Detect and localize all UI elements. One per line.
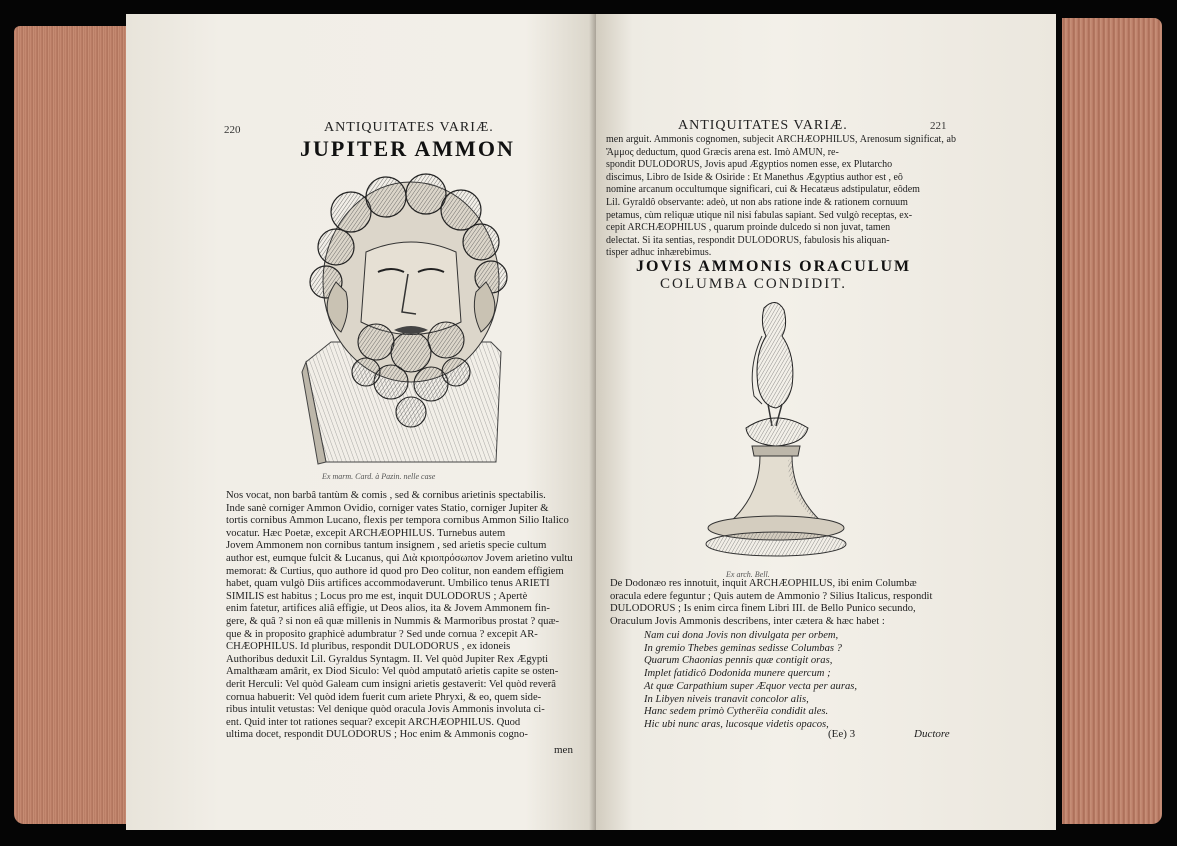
running-head-right: ANTIQUITATES VARIÆ. — [678, 118, 848, 133]
text-line: ultima docet, respondit DULODORUS ; Hoc enim & Ammonis cogno- — [226, 729, 528, 741]
text-line: oracula edere feguntur ; Quis autem de Ammonio ? Silius Italicus, respondit — [610, 590, 933, 602]
text-line: enim fatetur, artifices aliâ effigie, ut Deos alios, ita & Jovem Ammonem fin- — [226, 603, 550, 615]
right-top-text — [606, 134, 956, 260]
text-line: habet, quam vulgò Diis artifices accommodaverunt. Umbilico tenus ARIETI — [226, 578, 550, 590]
open-book — [14, 14, 1162, 838]
text-line: cepit ARCHÆOPHILUS , quarum proinde dulcedo si non juvat, tamen — [606, 222, 891, 234]
text-line: delectat. Si ita sentias, respondit DULODORUS, fabulosis his aliquan- — [606, 234, 890, 246]
text-line: gere, & quâ ? si non eâ quæ millenis in Nummis & Marmoribus prostat ? quæ- — [226, 615, 560, 627]
text-line: discimus, Libro de Iside & Osiride : Et Manethus Ægyptius author est , eô — [606, 171, 903, 183]
text-line: nomine arcanum occultumque significari, cui & Hecatæus adstipulatur, eôdem — [606, 184, 920, 196]
plate-title-right: JOVIS AMMONIS ORACULUM — [636, 258, 912, 275]
text-line: derit Herculi: Vel quòd Galeam cum insigni arietis gestaverit: Vel quòd reverâ — [226, 678, 556, 690]
verse-line: Quarum Chaonias pennis quæ contigit oras, — [644, 655, 833, 667]
jupiter-ammon-engraving — [296, 172, 526, 472]
page-number-left: 220 — [224, 124, 241, 136]
left-body-text — [226, 490, 586, 742]
text-line: ribus intulit vetustas: Vel denique quòd oracula Jovis Ammonis involuta ci- — [226, 704, 545, 716]
signature-mark: (Ee) 3 — [828, 728, 856, 740]
text-line: Authoribus deduxit Lil. Gyraldus Syntagm. II. Vel quòd Jupiter Rex Ægypti — [226, 653, 549, 665]
right-page-edges — [1062, 18, 1162, 824]
verse-line: In gremio Thebes geminas sedisse Columbas ? — [644, 642, 842, 654]
plate-subtitle-right: COLUMBA CONDIDIT. — [660, 276, 848, 292]
verse-line: In Libyen niveis tranavit concolor alis, — [644, 693, 809, 705]
text-line: petamus, cùm reliquæ utique nil nisi fabulas sapiant. Sed vulgò receptas, ex- — [606, 209, 913, 221]
left-page-edges — [14, 26, 134, 824]
text-line: Amalthæam amârit, ex Diod Siculo: Vel quòd amputatô arietis capite se osten- — [226, 666, 559, 678]
text-line: SIMILIS est habitus ; Locus pro me est, inquit DULODORUS ; Apertè — [226, 590, 528, 602]
engraving-caption-right: Ex arch. Bell. — [726, 570, 770, 579]
text-line: Oraculum Jovis Ammonis describens, inter cætera & hæc habet : — [610, 615, 885, 627]
text-line: vocatur. Hæc Poetæ, excepit ARCHÆOPHILUS. Turnebus autem — [226, 527, 506, 539]
text-line: que & in proposito graphicè adumbratur ? Sed unde cornua ? excepit AR- — [226, 628, 538, 640]
verse-line: Implet fatidicô Dodonida munere quercum ; — [644, 668, 831, 680]
verse-line: Nam cui dona Jovis non divulgata per orbem, — [644, 630, 839, 641]
left-page — [126, 14, 596, 830]
text-line: cornua habuerit: Vel quòd idem fuerit cum ariete Phryxi, & eo, quem side- — [226, 691, 542, 703]
text-line: men arguit. Ammonis cognomen, subjecit ARCHÆOPHILUS, Arenosum significat, ab Ἄμμος deductum, quod Græcis arena est. Imò AMUN, re- — [606, 134, 956, 158]
text-line: tisper adhuc inhærebimus. — [606, 247, 712, 259]
text-line: Inde sanè corniger Ammon Ovidio, corniger vates Statio, corniger Jupiter & — [226, 502, 549, 514]
text-line: tortis cornibus Ammon Lucano, flexis per tempora cornibus Ammon Silio Italico — [226, 515, 569, 527]
text-line: Nos vocat, non barbâ tantùm & comis , sed & cornibus arietinis spectabilis. — [226, 490, 546, 501]
text-line: Lil. Gyraldô observante: adeò, ut non abs ratione inde & rationem cornuum — [606, 196, 908, 208]
plate-title-left: JUPITER AMMON — [300, 136, 515, 161]
verse-line: Hic ubi nunc aras, lucosque videtis opacos, — [644, 718, 829, 730]
right-page — [596, 14, 1056, 830]
catchword-right: Ductore — [914, 728, 950, 740]
dove-on-pedestal-engraving — [696, 296, 856, 568]
text-line: ent. Quid inter tot rationes sequar? excepit ARCHÆOPHILUS. Quod — [226, 716, 521, 728]
engraving-caption-left: Ex marm. Card. à Pazin. nelle case — [322, 472, 436, 481]
verse-block — [644, 630, 857, 732]
text-line: memorat: & Curtius, quo authore id quod pro Deo colitur, non eandem effigiem — [226, 565, 564, 577]
text-line: De Dodonæo res innotuit, inquit ARCHÆOPHILUS, ibi enim Columbæ — [610, 578, 917, 589]
text-line: spondit DULODORUS, Jovis apud Ægyptios nomen esse, ex Plutarcho — [606, 159, 893, 171]
catchword-left: men — [554, 744, 573, 756]
verse-line: At quæ Carpathium super Æquor vecta per auras, — [644, 680, 858, 692]
verse-line: Hanc sedem primò Cytherëia condidit ales. — [644, 706, 829, 718]
text-line: Jovem Ammonem non cornibus tantum insignem , sed arietis specie cultum — [226, 540, 547, 552]
text-line: author est, eumque fulcit & Lucanus, qui Διὰ κριοπρόσωπον Jovem arietino vultu — [226, 552, 573, 564]
right-body-text — [610, 578, 960, 628]
text-line: CHÆOPHILUS. Id pluribus, respondit DULODORUS , ex idoneis — [226, 641, 511, 653]
text-line: DULODORUS ; Is enim circa finem Libri III. de Bello Punico secundo, — [610, 603, 916, 615]
page-number-right: 221 — [930, 120, 947, 132]
running-head-left: ANTIQUITATES VARIÆ. — [324, 120, 494, 135]
